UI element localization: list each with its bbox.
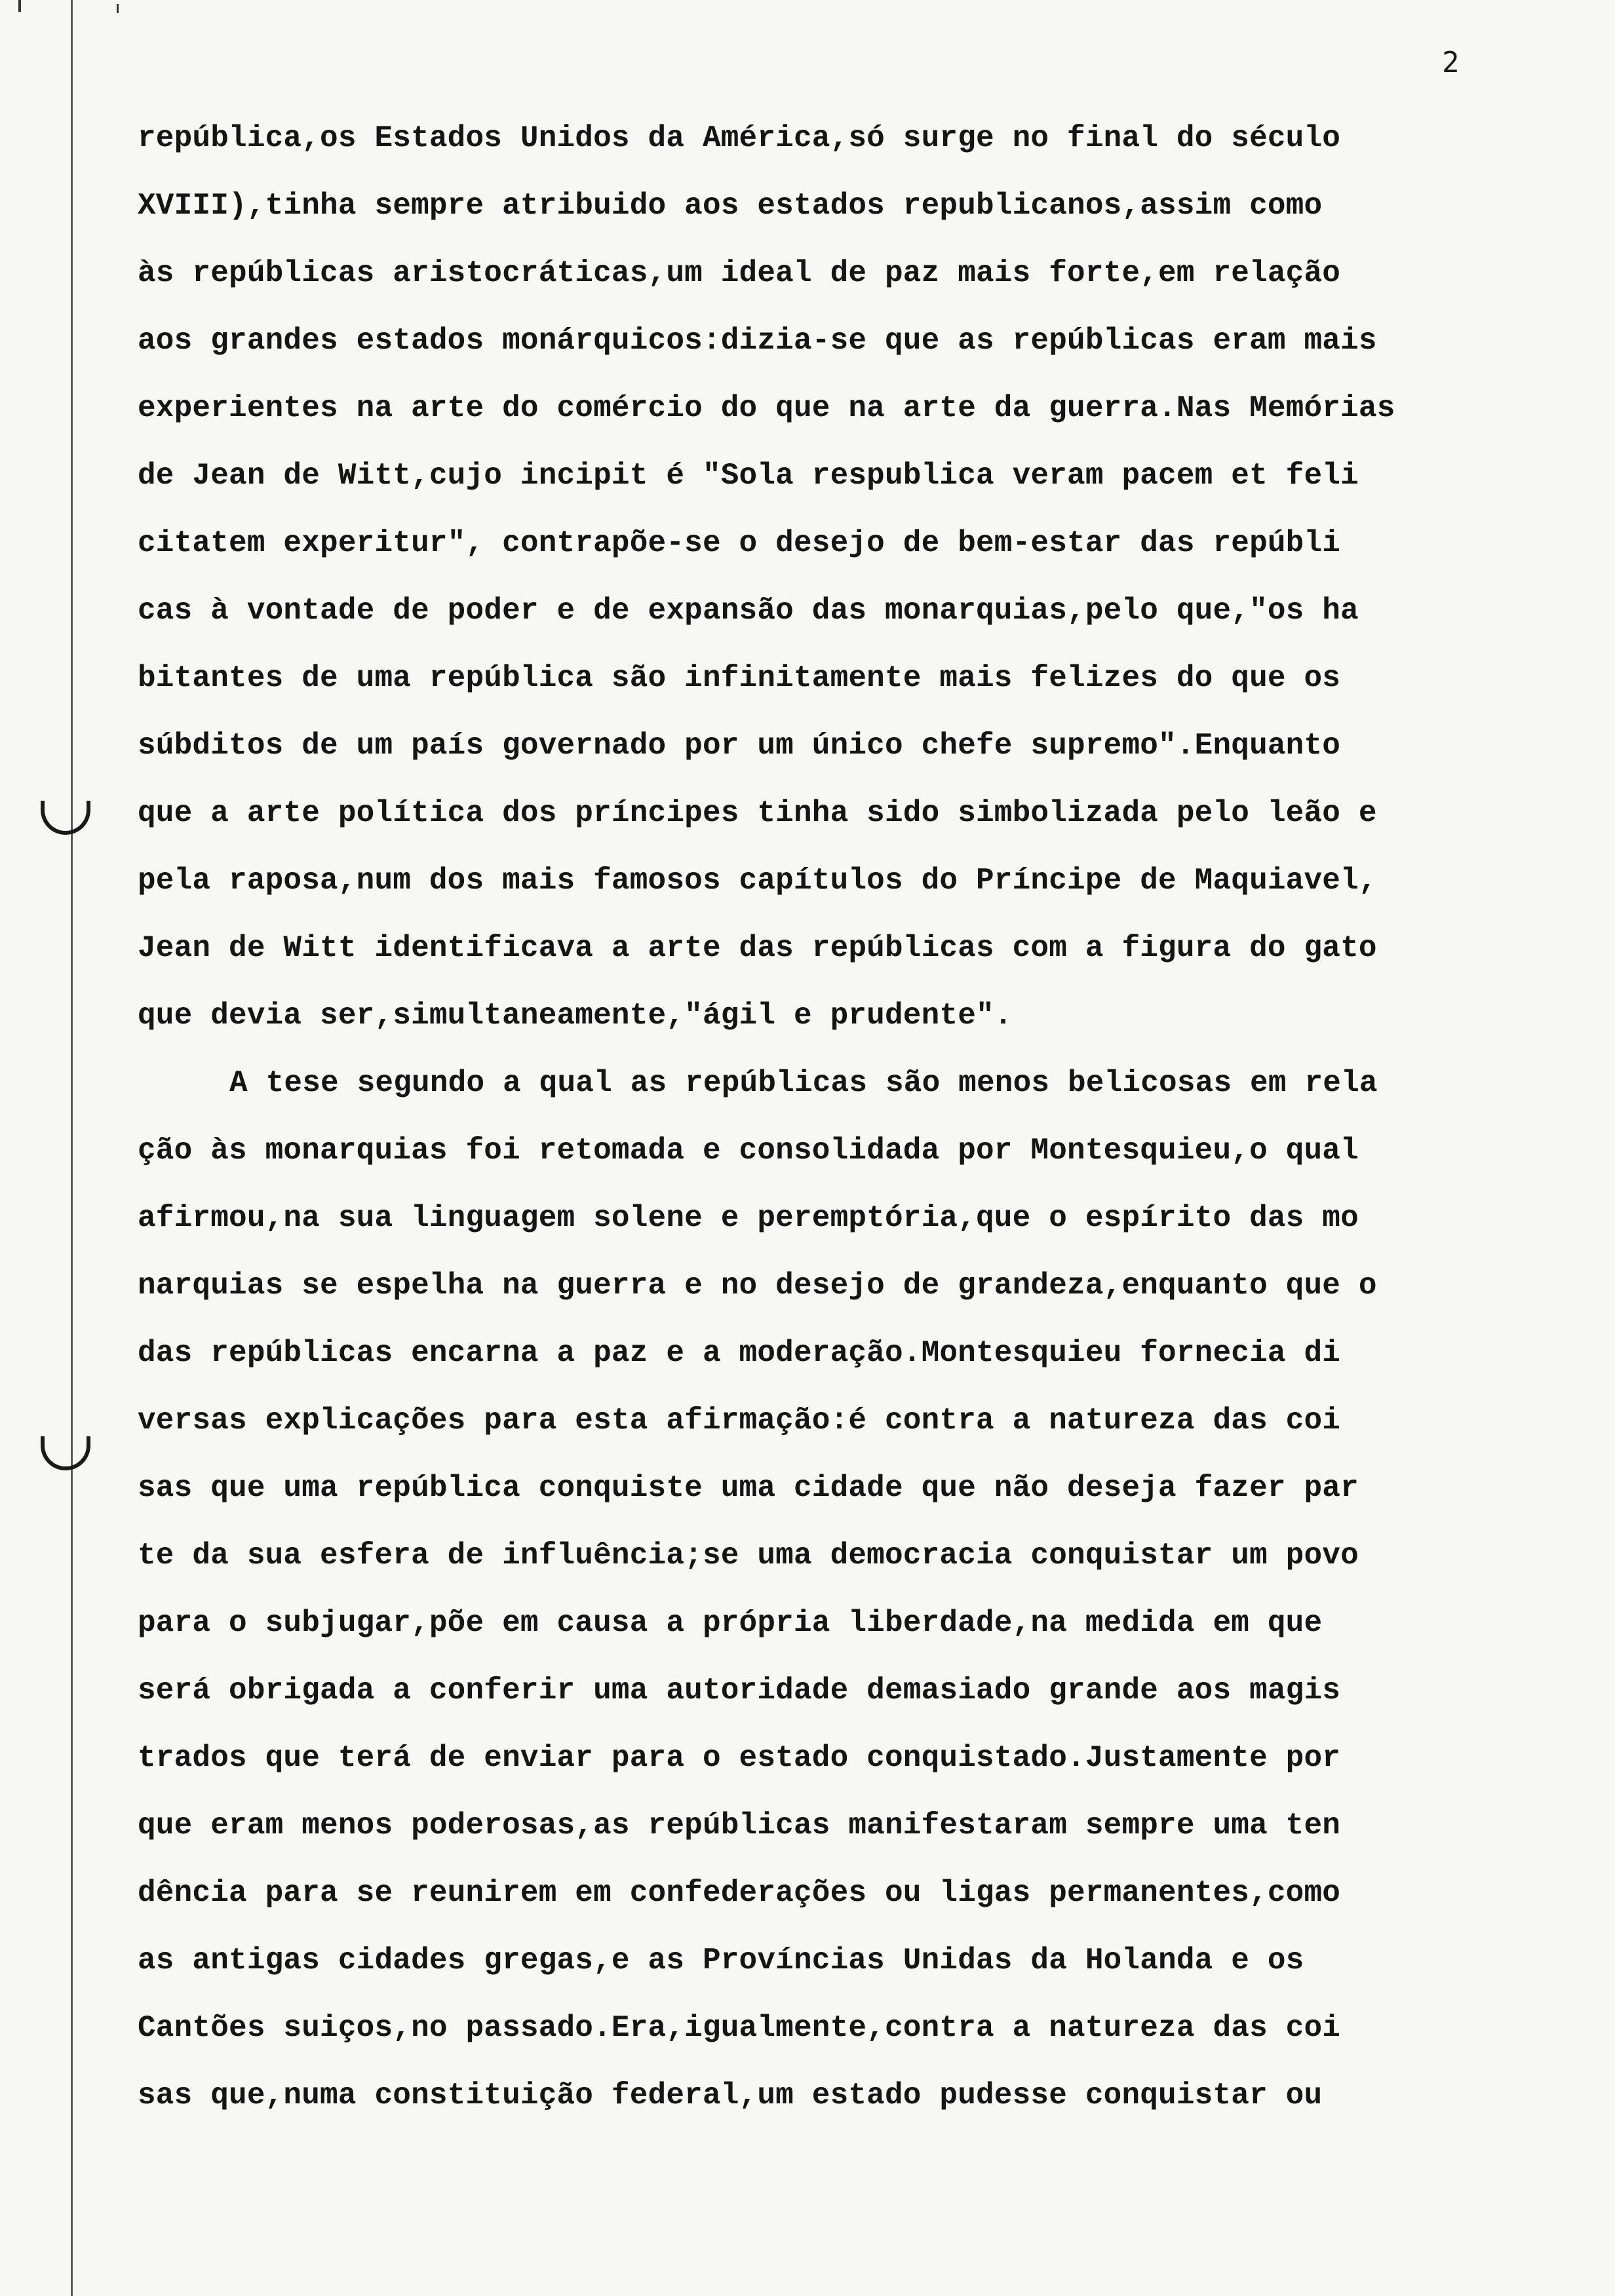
page-number: 2 bbox=[1442, 46, 1460, 79]
text-line: que devia ser,simultaneamente,"ágil e prudente". bbox=[138, 999, 1013, 1033]
text-line: citatem experitur", contrapõe-se o desejo de bem-estar das repúbli bbox=[138, 526, 1341, 560]
text-line: bitantes de uma república são infinitamente mais felizes do que os bbox=[138, 661, 1341, 695]
binder-hole-mark bbox=[41, 1436, 90, 1470]
text-line: narquias se espelha na guerra e no desejo de grandeza,enquanto que o bbox=[138, 1269, 1377, 1303]
typewritten-body bbox=[138, 105, 1527, 2130]
text-line: as antigas cidades gregas,e as Províncias Unidas da Holanda e os bbox=[138, 1943, 1304, 1978]
margin-rule bbox=[71, 0, 73, 2296]
text-line: súbditos de um país governado por um único chefe supremo".Enquanto bbox=[138, 729, 1341, 763]
text-line: te da sua esfera de influência;se uma democracia conquistar um povo bbox=[138, 1539, 1359, 1573]
text-line: trados que terá de enviar para o estado conquistado.Justamente por bbox=[138, 1741, 1341, 1775]
text-line: Cantões suiços,no passado.Era,igualmente,contra a natureza das coi bbox=[138, 2011, 1341, 2045]
text-line: afirmou,na sua linguagem solene e peremptória,que o espírito das mo bbox=[138, 1201, 1359, 1235]
text-line: dência para se reunirem em confederações ou ligas permanentes,como bbox=[138, 1876, 1341, 1910]
text-line: às repúblicas aristocráticas,um ideal de paz mais forte,em relação bbox=[138, 256, 1341, 290]
text-line: ção às monarquias foi retomada e consolidada por Montesquieu,o qual bbox=[138, 1134, 1359, 1168]
text-line: A tese segundo a qual as repúblicas são menos belicosas em rela bbox=[229, 1066, 1378, 1100]
binder-hole-mark bbox=[41, 801, 90, 835]
text-line: versas explicações para esta afirmação:é contra a natureza das coi bbox=[138, 1404, 1341, 1438]
text-line: de Jean de Witt,cujo incipit é "Sola respublica veram pacem et feli bbox=[138, 459, 1359, 493]
text-line: sas que uma república conquiste uma cidade que não deseja fazer par bbox=[138, 1471, 1359, 1505]
top-edge-mark bbox=[18, 0, 21, 12]
text-line: que eram menos poderosas,as repúblicas manifestaram sempre uma ten bbox=[138, 1808, 1341, 1843]
top-edge-mark bbox=[117, 4, 119, 13]
text-line: república,os Estados Unidos da América,só surge no final do século bbox=[138, 121, 1341, 155]
text-line: pela raposa,num dos mais famosos capítulos do Príncipe de Maquiavel, bbox=[138, 864, 1377, 898]
text-line: aos grandes estados monárquicos:dizia-se que as repúblicas eram mais bbox=[138, 324, 1377, 358]
text-line: das repúblicas encarna a paz e a moderação.Montesquieu fornecia di bbox=[138, 1336, 1341, 1370]
text-line: que a arte política dos príncipes tinha sido simbolizada pelo leão e bbox=[138, 796, 1377, 830]
text-line: XVIII),tinha sempre atribuido aos estados republicanos,assim como bbox=[138, 189, 1323, 223]
text-line: para o subjugar,põe em causa a própria liberdade,na medida em que bbox=[138, 1606, 1323, 1640]
text-line: sas que,numa constituição federal,um estado pudesse conquistar ou bbox=[138, 2078, 1323, 2113]
text-line: será obrigada a conferir uma autoridade demasiado grande aos magis bbox=[138, 1674, 1341, 1708]
text-line: cas à vontade de poder e de expansão das monarquias,pelo que,"os ha bbox=[138, 594, 1359, 628]
text-line: experientes na arte do comércio do que na arte da guerra.Nas Memórias bbox=[138, 391, 1395, 425]
text-line: Jean de Witt identificava a arte das repúblicas com a figura do gato bbox=[138, 931, 1377, 965]
